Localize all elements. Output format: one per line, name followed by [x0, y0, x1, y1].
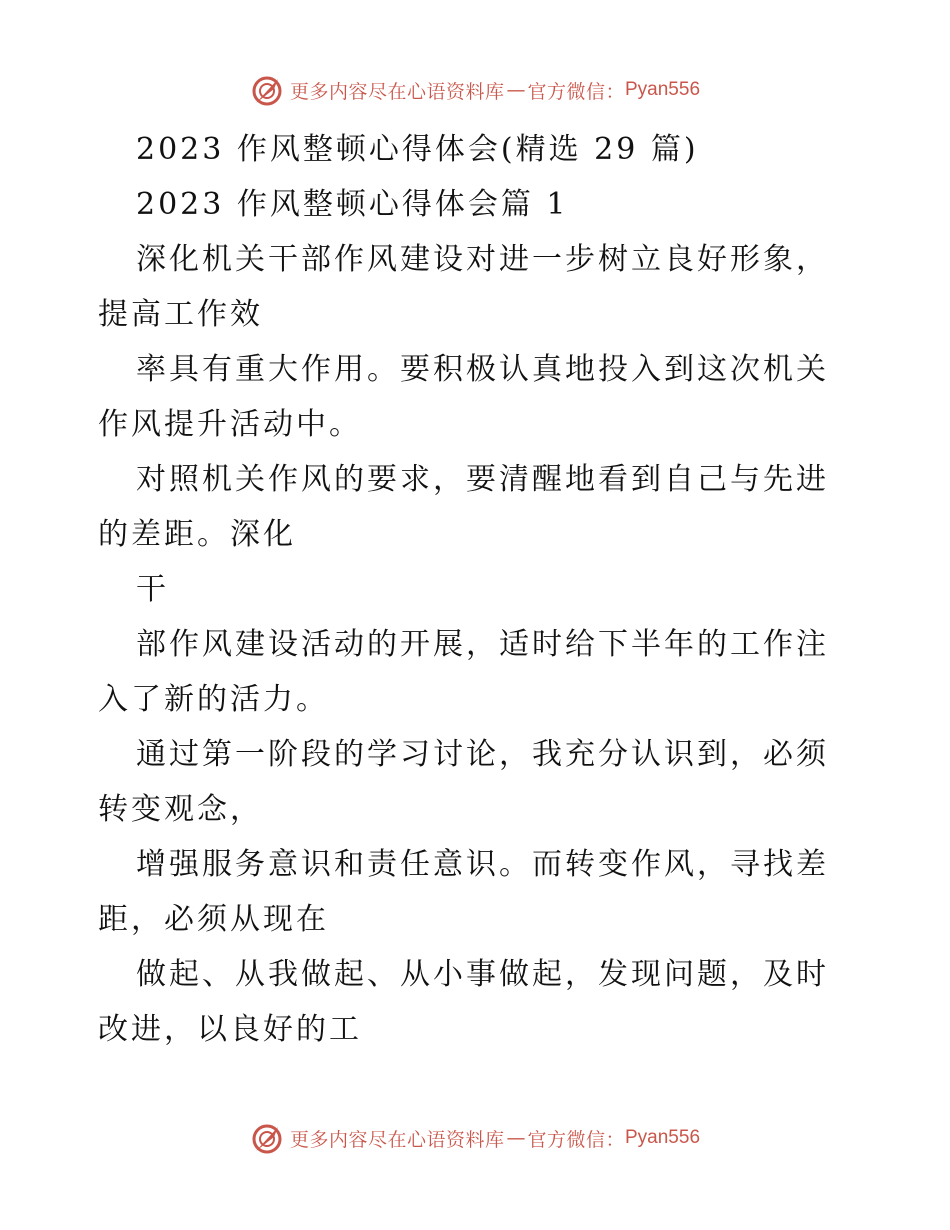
paragraph-line: 距，必须从现在: [98, 902, 329, 937]
quill-logo-icon: [250, 73, 284, 107]
watermark-suffix: 官方微信：: [527, 1128, 625, 1151]
watermark-text: 更多内容尽在心语资料库: [289, 80, 505, 103]
paragraph-line: 改进，以良好的工: [98, 1012, 362, 1047]
paragraph-line: 提高工作效: [98, 297, 263, 332]
footer-watermark: [0, 1118, 950, 1158]
section-heading: 2023 作风整顿心得体会篇 1: [136, 187, 569, 222]
paragraph-line: 深化机关干部作风建设对进一步树立良好形象，: [136, 242, 829, 277]
paragraph-line: 做起、从我做起、从小事做起，发现问题，及时: [136, 957, 829, 992]
watermark-text: 更多内容尽在心语资料库: [289, 1128, 505, 1151]
watermark-separator: —: [506, 1127, 526, 1149]
paragraph-line: 干: [136, 572, 169, 607]
watermark-wechat-id: Pyan556: [625, 79, 701, 100]
quill-logo-icon: [250, 1121, 284, 1155]
paragraph-line: 入了新的活力。: [98, 682, 329, 717]
document-title: 2023 作风整顿心得体会(精选 29 篇): [136, 132, 699, 167]
document-body: [98, 122, 858, 1057]
paragraph-line: 通过第一阶段的学习讨论，我充分认识到，必须: [136, 737, 829, 772]
header-watermark: [0, 70, 950, 110]
watermark-suffix: 官方微信：: [527, 80, 625, 103]
paragraph-line: 部作风建设活动的开展，适时给下半年的工作注: [136, 627, 829, 662]
paragraph-line: 增强服务意识和责任意识。而转变作风，寻找差: [136, 847, 829, 882]
paragraph-line: 的差距。深化: [98, 517, 296, 552]
paragraph-line: 率具有重大作用。要积极认真地投入到这次机关: [136, 352, 829, 387]
watermark-wechat-id: Pyan556: [625, 1127, 701, 1148]
paragraph-line: 对照机关作风的要求，要清醒地看到自己与先进: [136, 462, 829, 497]
paragraph-line: 转变观念，: [98, 792, 263, 827]
paragraph-line: 作风提升活动中。: [98, 407, 362, 442]
watermark-separator: —: [506, 79, 526, 101]
